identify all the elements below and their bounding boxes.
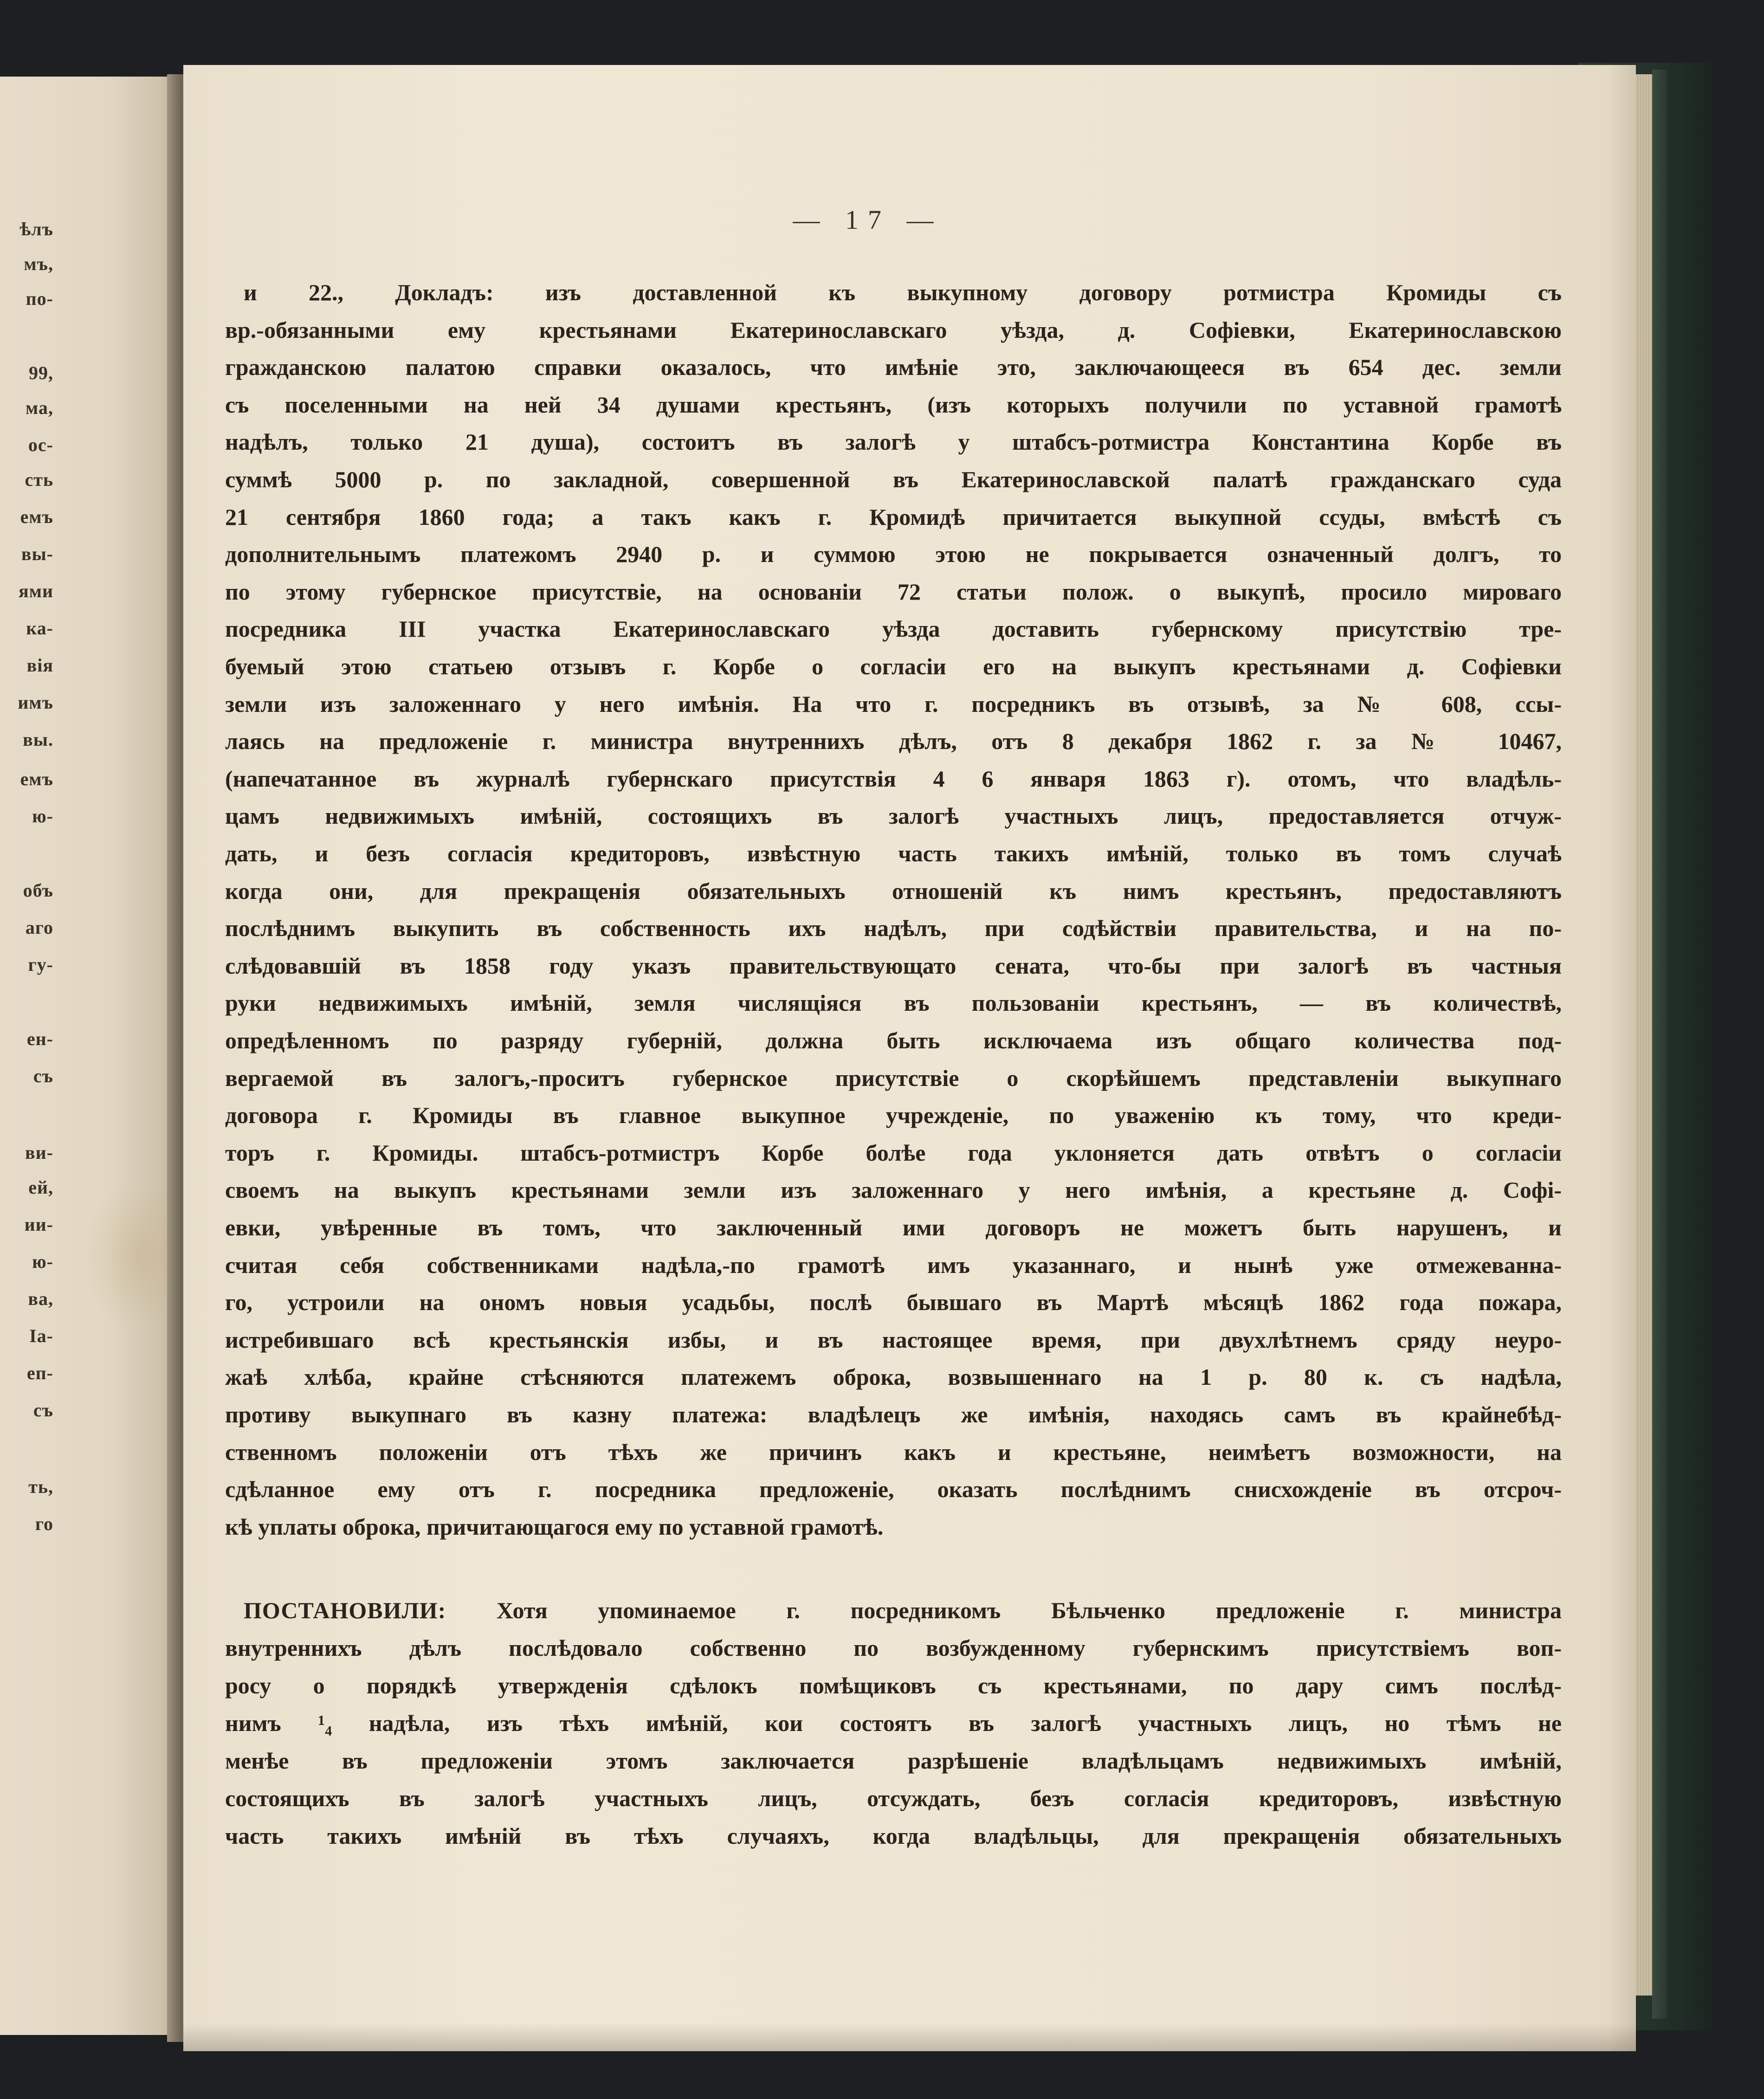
left-page-fragment: съ	[33, 1066, 53, 1086]
resolution-heading: ПОСТАНОВИЛИ:	[244, 1597, 446, 1623]
left-page-fragment: ю-	[32, 1251, 53, 1272]
left-page-fragment: ей,	[28, 1177, 53, 1198]
text-line: 21 сентября 1860 года; а такъ какъ г. Кромидѣ причитается выкупной ссуды, вмѣстѣ съ	[225, 504, 1562, 530]
text-line: ственномъ положеніи отъ тѣхъ же причинъ какъ и крестьяне, неимѣетъ возможности, на	[225, 1439, 1562, 1465]
left-page-fragment: Іа-	[29, 1325, 53, 1346]
left-page-fragment: емъ	[20, 506, 53, 527]
resolution-first-line: Хотя упоминаемое г. посредникомъ Бѣльченко предложеніе г. министра	[446, 1597, 1562, 1623]
left-page-fragment: аго	[25, 917, 53, 938]
left-page-fragment: мъ,	[24, 253, 53, 274]
text-line: слѣдовавшій въ 1858 году указъ правительствующато сената, что-бы при залогѣ въ частныя	[225, 953, 1562, 979]
text-line: дать, и безъ согласія кредиторовъ, извѣстную часть такихъ имѣній, только въ томъ случаѣ	[225, 840, 1562, 866]
left-page-fragment: вы-	[21, 543, 53, 564]
left-page-fragment: ка-	[26, 618, 53, 639]
left-page-fragment: съ	[33, 1400, 53, 1421]
text-line: дополнительнымъ платежомъ 2940 р. и суммою этою не покрывается означенный долгъ, то	[225, 541, 1562, 567]
text-line: съ поселенными на ней 34 душами крестьянъ, (изъ которыхъ получили по уставной грамотѣ	[225, 392, 1562, 418]
text-line	[225, 1596, 1562, 1624]
left-page	[0, 77, 181, 2035]
text-line: состоящихъ въ залогѣ участныхъ лицъ, отсуждать, безъ согласія кредиторовъ, извѣстную	[225, 1785, 1562, 1811]
left-page-fragment: го	[35, 1513, 53, 1534]
left-page-fragment: ва,	[28, 1288, 53, 1309]
text-line: послѣднимъ выкупить въ собственность ихъ надѣлъ, при содѣйствіи правительства, и на по-	[225, 915, 1562, 941]
text-line: торъ г. Кромиды. штабсъ-ротмистръ Корбе болѣе года уклоняется дать отвѣтъ о согласіи	[225, 1140, 1562, 1166]
left-page-fragment: вія	[26, 655, 53, 676]
page-number: — 17 —	[793, 205, 943, 235]
left-page-fragment: сть	[25, 469, 53, 490]
left-page-fragment: еп-	[26, 1363, 53, 1383]
text-line: жаѣ хлѣба, крайне стѣсняются платежемъ оброка, возвышеннаго на 1 р. 80 к. съ надѣла,	[225, 1364, 1562, 1390]
text-line: (напечатанное въ журналѣ губернскаго присутствія 4 6 января 1863 г). отомъ, что владѣль-	[225, 766, 1562, 792]
left-page-fragment: по-	[26, 288, 53, 309]
left-page-fragment: ѣлъ	[19, 219, 53, 239]
text-line: кѣ уплаты оброка, причитающагося ему по уставной грамотѣ.	[225, 1514, 884, 1540]
text-line: надѣлъ, только 21 душа), состоитъ въ залогѣ у штабсъ-ротмистра Константина Корбе въ	[225, 429, 1562, 455]
text-line: го, устроили на ономъ новыя усадьбы, послѣ бывшаго въ Мартѣ мѣсяцѣ 1862 года пожара,	[225, 1289, 1562, 1315]
text-line: менѣе въ предложеніи этомъ заключается разрѣшеніе владѣльцамъ недвижимыхъ имѣній,	[225, 1748, 1562, 1774]
text-line: своемъ на выкупъ крестьянами земли изъ заложеннаго у него имѣнія, а крестьяне д. Софі-	[225, 1177, 1562, 1203]
text-line: когда они, для прекращенія обязательныхъ отношеній къ нимъ крестьянъ, предоставляютъ	[225, 878, 1562, 904]
text-line: считая себя собственниками надѣла,-по грамотѣ имъ указаннаго, и нынѣ уже отмежеванна-	[225, 1252, 1562, 1278]
text-line: вергаемой въ залогъ,-проситъ губернское присутствіе о скорѣйшемъ представленіи выкупнаго	[225, 1065, 1562, 1091]
left-page-fragment: ви-	[25, 1142, 53, 1163]
text-line: руки недвижимыхъ имѣній, земля числящіяся въ пользованіи крестьянъ, — въ количествѣ,	[225, 990, 1562, 1016]
left-page-fragment: ма,	[26, 397, 53, 418]
left-page-fragment: гу-	[28, 954, 53, 975]
text-line: земли изъ заложеннаго у него имѣнія. На что г. посредникъ въ отзывѣ, за № 608, ссы-	[225, 691, 1562, 717]
text-line: опредѣленномъ по разряду губерній, должна быть исключаема изъ общаго количества под-	[225, 1027, 1562, 1053]
text-line: гражданскою палатою справки оказалось, что имѣніе это, заключающееся въ 654 дес. земли	[225, 354, 1562, 380]
cover-spine-edge	[1652, 70, 1667, 2019]
text-line: сдѣланное ему отъ г. посредника предложеніе, оказать послѣднимъ снисхожденіе въ отсроч-	[225, 1476, 1562, 1502]
text-line: нимъ ¹₄ надѣла, изъ тѣхъ имѣній, кои состоятъ въ залогѣ участныхъ лицъ, но тѣмъ не	[225, 1710, 1562, 1736]
left-page-fragment: объ	[23, 880, 53, 901]
text-line: истребившаго всѣ крестьянскія избы, и въ настоящее время, при двухлѣтнемъ сряду неуро-	[225, 1327, 1562, 1353]
left-page-fragment: ен-	[26, 1028, 53, 1049]
left-page-fragment: ю-	[32, 806, 53, 827]
text-line: часть такихъ имѣній въ тѣхъ случаяхъ, когда владѣльцы, для прекращенія обязательныхъ	[225, 1823, 1562, 1849]
left-page-fragment: ии-	[24, 1214, 53, 1235]
text-line: росу о порядкѣ утвержденія сдѣлокъ помѣщиковъ съ крестьянами, по дару симъ послѣд-	[225, 1673, 1562, 1699]
left-page-fragment: ос-	[28, 434, 53, 455]
text-line: внутреннихъ дѣлъ послѣдовало собственно по возбужденному губернскимъ присутствіемъ воп-	[225, 1635, 1562, 1661]
text-line: цамъ недвижимыхъ имѣній, состоящихъ въ залогѣ участныхъ лицъ, предоставляется отчуж-	[225, 803, 1562, 829]
text-line: противу выкупнаго въ казну платежа: владѣлецъ же имѣнія, находясь самъ въ крайнебѣд-	[225, 1401, 1562, 1427]
left-page-fragment: имъ	[18, 692, 53, 713]
text-line: суммѣ 5000 р. по закладной, совершенной въ Екатеринославской палатѣ гражданскаго суда	[225, 466, 1562, 492]
text-line: вр.-обязанными ему крестьянами Екатеринославскаго уѣзда, д. Софіевки, Екатеринославскою	[225, 317, 1562, 343]
text-line: договора г. Кромиды въ главное выкупное учрежденіе, по уваженію къ тому, что креди-	[225, 1102, 1562, 1128]
text-line: посредника III участка Екатеринославскаго уѣзда доставить губернскому присутствію тре-	[225, 616, 1562, 642]
text-line: евки, увѣренные въ томъ, что заключенный ими договоръ не можетъ быть нарушенъ, и	[225, 1214, 1562, 1240]
text-line: по этому губернское присутствіе, на основаніи 72 статьи полож. о выкупѣ, просило мироваго	[225, 579, 1562, 605]
main-page	[183, 65, 1636, 2051]
left-page-fragment: вы.	[23, 729, 53, 750]
page-bottom-shadow	[183, 2023, 1636, 2051]
left-page-fragment: 99,	[29, 362, 53, 383]
page-curl-shadow	[1608, 65, 1636, 2051]
left-page-fragment: ть,	[28, 1476, 53, 1497]
text-line: буемый этою статьею отзывъ г. Корбе о согласіи его на выкупъ крестьянами д. Софіевки	[225, 653, 1562, 679]
text-line: и 22., Докладъ: изъ доставленной къ выкупному договору ротмистра Кромиды съ	[244, 279, 1562, 305]
left-page-fragment: емъ	[20, 769, 53, 789]
left-page-fragment: ями	[19, 581, 53, 601]
text-line: лаясь на предложеніе г. министра внутреннихъ дѣлъ, отъ 8 декабря 1862 г. за № 10467,	[225, 728, 1562, 754]
